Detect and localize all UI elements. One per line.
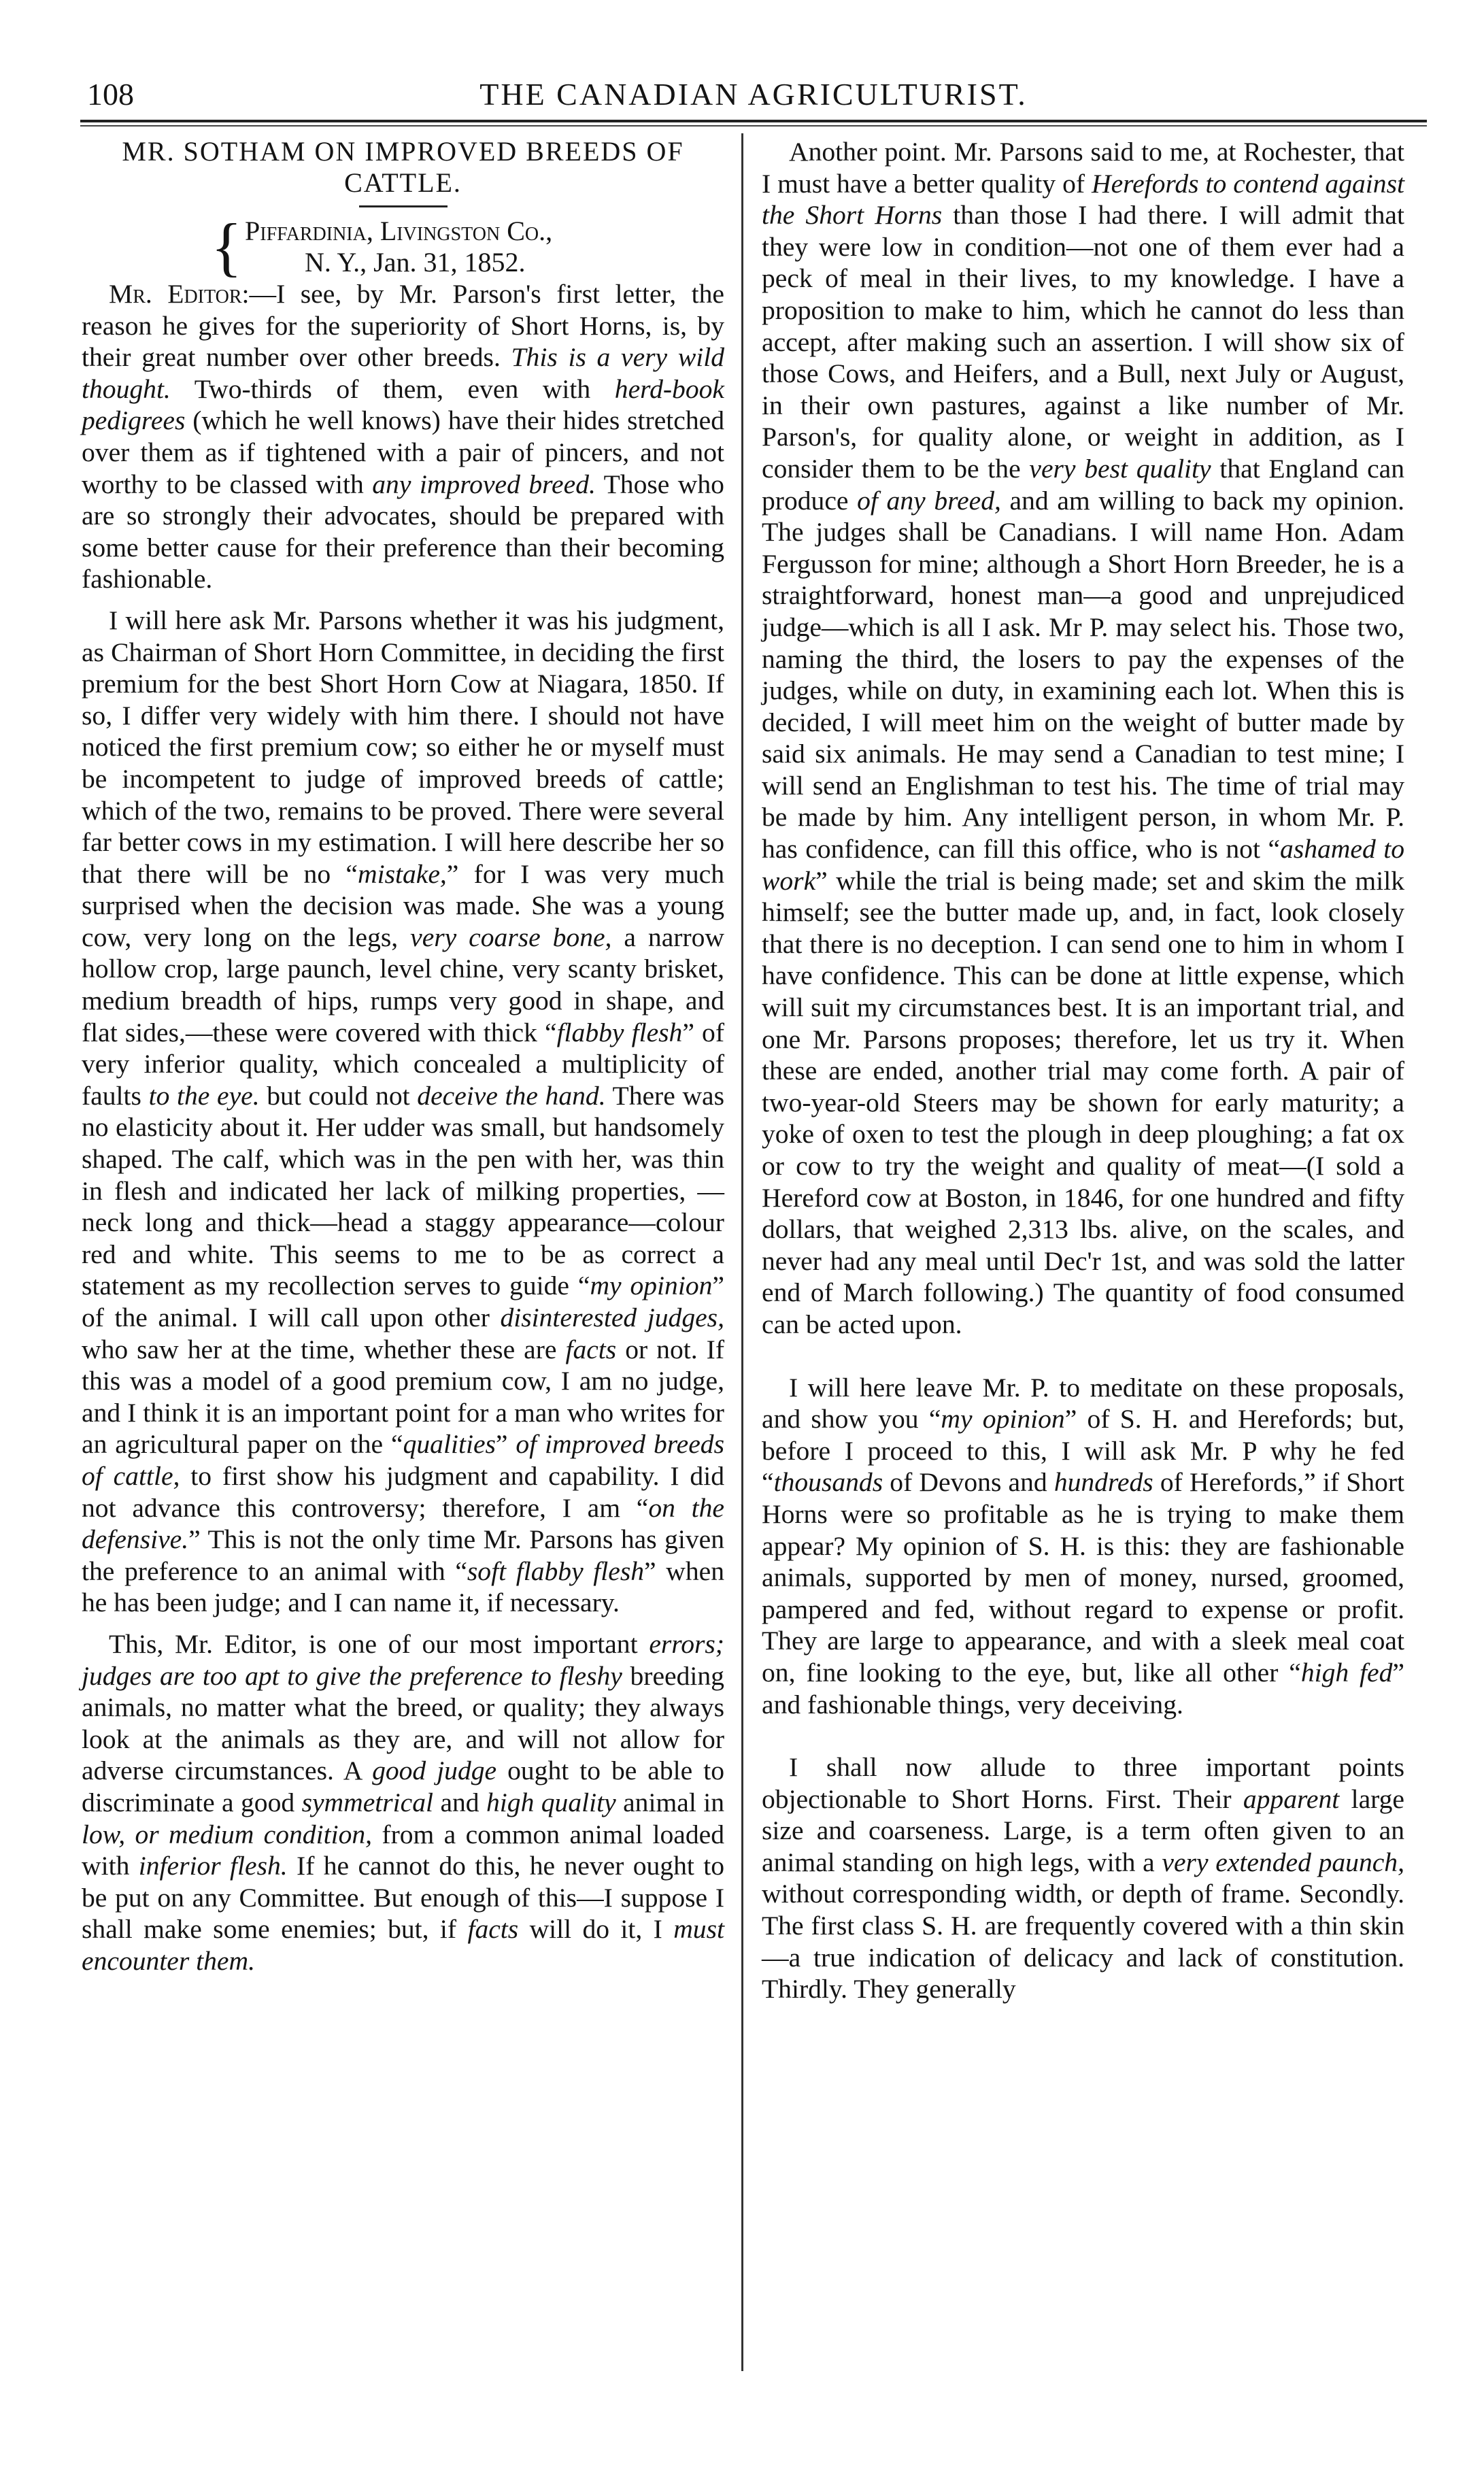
- text-run: ” of the animal. I will call upon other: [82, 1271, 724, 1332]
- text-run: There was no elasticity about it. Her udder was small, but handsomely shaped. The calf, which was in the pen with her, was thin in flesh and indicated her lack of milking properties, —neck long and thick—head a staggy appearance—colour red and white. This seems to me to be as correct a statement as my recollection serves to guide “: [82, 1080, 724, 1301]
- brace-glyph: {: [211, 210, 243, 283]
- paragraph: [82, 278, 724, 595]
- italic-run: soft flabby flesh: [467, 1556, 645, 1586]
- page-header: [80, 73, 1427, 121]
- italic-run: very coarse bone,: [410, 922, 612, 952]
- italic-run: apparent: [1243, 1783, 1340, 1814]
- title-rule: [359, 205, 448, 207]
- italic-run: disinterested judges,: [500, 1303, 724, 1332]
- italic-run: herd-book pedigrees: [82, 373, 724, 436]
- text-run: ” of S. H. and Herefords; but, before I proceed to this, I will ask Mr. P why he fed “: [762, 1404, 1404, 1498]
- text-run: or not. If this was a model of a good premium cow, I am no judge, and I think it is an important point for a man who writes for an agricultural paper on the “: [82, 1334, 724, 1460]
- text-run: but could not: [259, 1080, 418, 1111]
- italic-run: of improved breeds of cattle,: [82, 1429, 724, 1491]
- dateline-line-2: N. Y., Jan. 31, 1852.: [305, 247, 526, 278]
- text-run: Those who are so strongly their advocates, should be prepared with some better cause for their preference than their becoming fashionable.: [82, 469, 724, 594]
- italic-run: very extended paunch,: [1162, 1847, 1404, 1877]
- italic-run: of any breed,: [857, 485, 1001, 516]
- italic-run: This is a very wild thought.: [82, 342, 724, 404]
- italic-run: errors; judges are too apt to give the preference to fleshy: [82, 1628, 724, 1691]
- text-run: Two-thirds of them, even with: [170, 373, 615, 404]
- italic-run: facts: [565, 1334, 617, 1364]
- italic-run: ashamed to work: [762, 834, 1405, 896]
- paragraph: [82, 1628, 724, 1977]
- page-number: 108: [87, 77, 134, 112]
- text-run: ” for I was very much surprised when the decision was made. She was a young cow, very long on the legs,: [82, 858, 724, 952]
- text-run: large size and coarseness. Large, is a term often given to an animal standing on high legs, with a: [762, 1783, 1404, 1877]
- text-run: of Devons and: [883, 1467, 1054, 1498]
- italic-run: to the eye.: [148, 1080, 260, 1111]
- italic-run: my opinion: [941, 1404, 1065, 1434]
- italic-run: low, or medium condition,: [82, 1819, 373, 1849]
- italic-run: flabby flesh: [556, 1017, 683, 1047]
- italic-run: good judge: [372, 1756, 497, 1786]
- text-run: If he cannot do this, he never ought to be put on any Committee. But enough of this—I suppose I shall make some enemies; but, if: [82, 1851, 724, 1945]
- italic-run: must encounter them.: [82, 1914, 724, 1976]
- text-run: ” of very inferior quality, which concealed a multiplicity of faults: [82, 1017, 725, 1111]
- text-run: ”: [495, 1429, 516, 1460]
- text-run: that England can produce: [762, 453, 1404, 516]
- italic-run: any improved breed.: [372, 469, 596, 499]
- header-rule: [80, 120, 1427, 127]
- text-run: ” This is not the only time Mr. Parsons has given the preference to an animal with “: [82, 1524, 724, 1586]
- italic-run: hundreds: [1053, 1467, 1153, 1498]
- text-run: to first show his judgment and capability. I did not advance this controversy; therefore, I am “: [82, 1460, 724, 1523]
- italic-run: thousands: [773, 1467, 883, 1498]
- italic-run: high quality: [486, 1787, 616, 1817]
- text-run: Another point. Mr. Parsons said to me, at Rochester, that I must have a better quality of: [762, 137, 1404, 199]
- column-divider: [741, 133, 743, 2371]
- article-title-line-2: CATTLE.: [344, 167, 462, 198]
- text-run: I will here ask Mr. Parsons whether it was his judgment, as Chairman of Short Horn Committee, in deciding the first premium for the best Short Horn Cow at Niagara, 1850. If so, I differ very widely with him there. I should not have noticed the first premium cow; so either he or myself must be incompetent to judge of improved breeds of cattle; which of the two, remains to be proved. There were several far better cows in my estimation. I will here describe her so that there will be no “: [82, 605, 724, 889]
- text-run: a narrow hollow crop, large paunch, level chine, very scanty brisket, medium breadth of hips, rumps very good in shape, and flat sides,—these were covered with thick “: [82, 922, 724, 1047]
- italic-run: high fed: [1300, 1657, 1393, 1688]
- paragraph: [762, 1372, 1404, 1721]
- italic-run: on the defensive.: [82, 1492, 724, 1555]
- italic-run: qualities: [403, 1429, 496, 1460]
- text-run: —I see, by Mr. Parson's first letter, the reason he gives for the superiority of Short Horns, is, by their great number over other breeds.: [82, 279, 724, 373]
- text-run: animal in: [615, 1787, 725, 1817]
- text-run: ” and fashionable things, very deceiving.: [762, 1657, 1404, 1719]
- italic-run: Herefords to contend against the Short Horns: [762, 168, 1404, 231]
- paragraph: [762, 136, 1404, 1341]
- text-run: ought to be able to discriminate a good: [82, 1756, 724, 1817]
- italic-run: facts: [467, 1914, 519, 1945]
- text-run: and: [433, 1787, 486, 1817]
- paragraph: [762, 1751, 1404, 2005]
- dateline: [211, 210, 724, 283]
- text-run: ” while the trial is being made; set and skim the milk himself; see the butter made up, and, in fact, look closely that there is no deception. I can send one to him in whom I have confidence. This can be done at little expense, which will suit my circumstances best. It is an important trial, and one Mr. Parsons proposes; therefore, let us try it. When these are ended, another trial may come forth. A pair of two-year-old Steers may be shown for early maturity; a yoke of oxen to test the plough in deep ploughing; a fat ox or cow to try the weight and quality of meat—(I sold a Hereford cow at Boston, in 1846, for one hundred and fifty dollars, that weighed 2,313 lbs. alive, on the scales, and never had any meal until Dec'r 1st, and was sold the latter end of March following.) The quantity of food consumed can be acted upon.: [762, 865, 1404, 1339]
- text-run: This, Mr. Editor, is one of our most important: [109, 1628, 650, 1659]
- right-column: [762, 136, 1404, 2005]
- text-run: and am willing to back my opinion. The judges shall be Canadians. I will name Hon. Adam Fergusson for mine; although a Short Horn Breeder, he is a straightforward, honest man—a good and unprejudiced judge—which is all I ask. Mr P. may select his. Those two, naming the third, the losers to pay the expenses of the judges, while on duty, in examining each lot. When this is decided, I will meet him on the weight of butter made by said six animals. He may send a Canadian to test mine; I will send an Englishman to test his. The time of trial may be made by him. Any intelligent person, in whom Mr. P. has confidence, can fill this office, who is not “: [762, 485, 1404, 865]
- text-run: without corresponding width, or depth of frame. Secondly. The first class S. H. are frequently covered with a thin skin—a true indication of delicacy and lack of constitution. Thirdly. They generally: [762, 1879, 1404, 2004]
- running-title: THE CANADIAN AGRICULTURIST.: [479, 77, 1028, 112]
- text-run: ” when he has been judge; and I can name it, if necessary.: [82, 1556, 724, 1618]
- text-run: from a common animal loaded with: [82, 1819, 724, 1881]
- text-run: I shall now allude to three important points objectionable to Short Horns. First. Their: [762, 1752, 1404, 1814]
- text-run: (which he well knows) have their hides stretched over them as if tightened with a pair of pincers, and not worthy to be classed with: [82, 405, 724, 499]
- text-run: of Herefords,” if Short Horns were so profitable as he is trying to make them appear? My opinion of S. H. is this: they are fashionable animals, supported by men of money, nursed, groomed, pampered and fed, without regard to expense or profit. They are large to appearance, and with a sleek meal coat on, fine looking to the eye, but, like all other “: [762, 1467, 1404, 1688]
- text-run: I will here leave Mr. P. to meditate on these proposals, and show you “: [762, 1372, 1404, 1434]
- dateline-line-1: Piffardinia, Livingston Co.,: [245, 216, 553, 246]
- article-title-line-1: MR. SOTHAM ON IMPROVED BREEDS OF: [122, 136, 684, 167]
- italic-run: very best quality: [1029, 453, 1211, 484]
- text-run: will do it, I: [518, 1914, 674, 1945]
- text-run: who saw her at the time, whether these are: [82, 1334, 566, 1364]
- italic-run: inferior flesh.: [138, 1851, 288, 1881]
- paragraph: [82, 605, 724, 1619]
- italic-run: symmetrical: [301, 1787, 434, 1817]
- italic-run: deceive the hand.: [417, 1080, 606, 1111]
- italic-run: mistake,: [358, 858, 447, 889]
- left-column: [82, 136, 724, 1977]
- article-title: [82, 136, 724, 199]
- salutation: Mr. Editor:: [109, 279, 250, 309]
- text-run: than those I had there. I will admit that they were low in condition—not one of them ever had a peck of meal in their lives, to my knowledge. I have a proposition to make to him, which he cannot do less than accept, after making such an assertion. I will show six of those Cows, and Heifers, and a Bull, next July or August, in their own pastures, against a like number of Mr. Parson's, for quality alone, or weight in addition, as I consider them to be the: [762, 200, 1404, 484]
- text-run: breeding animals, no matter what the breed, or quality; they always look at the animals as they are, and will not allow for adverse circumstances. A: [82, 1660, 724, 1786]
- italic-run: my opinion: [590, 1271, 713, 1301]
